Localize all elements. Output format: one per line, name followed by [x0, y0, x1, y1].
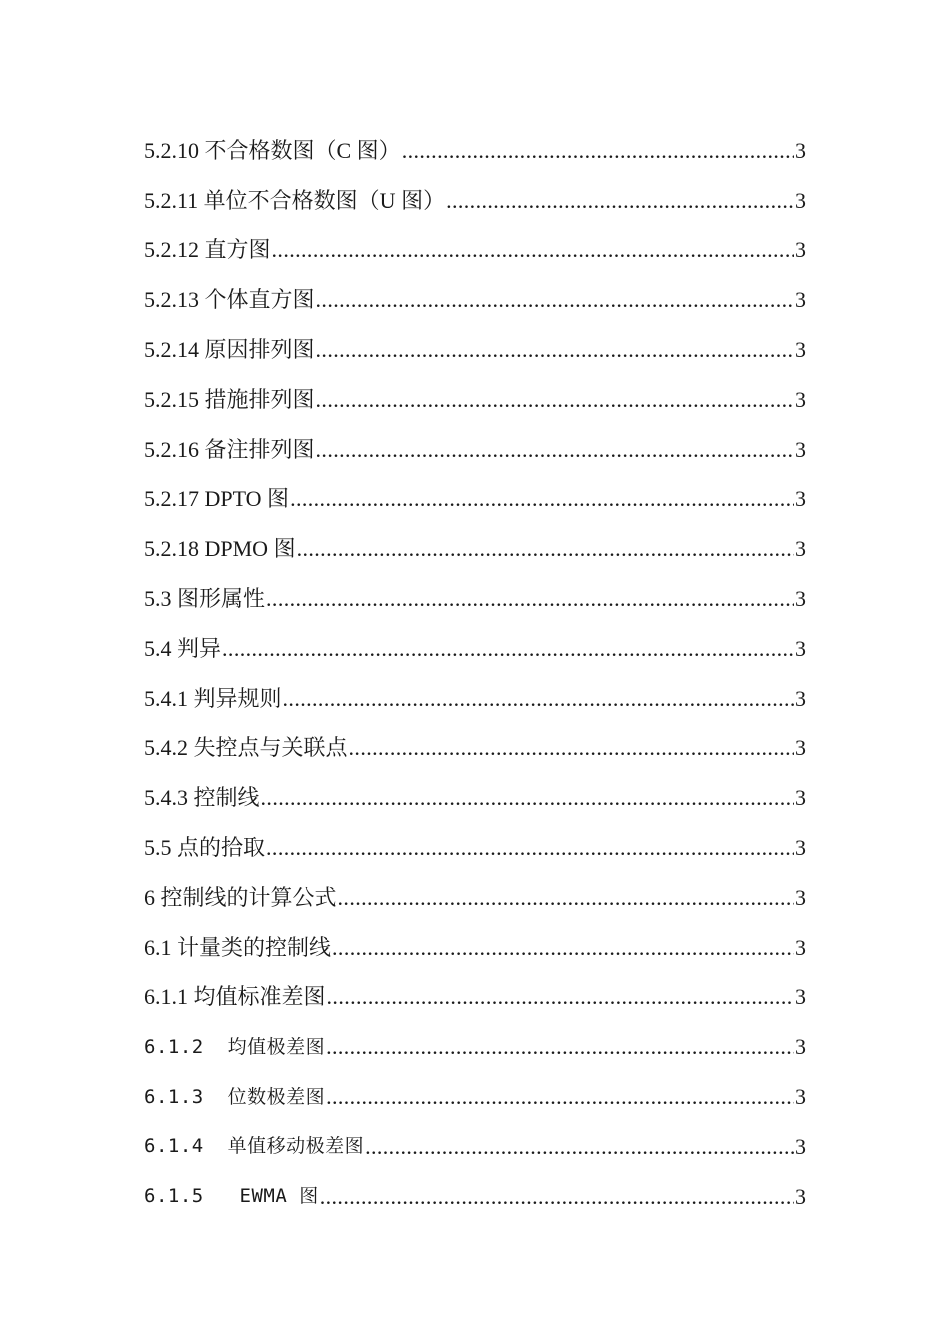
toc-dot-leader	[290, 488, 794, 510]
toc-page-number: 3	[795, 884, 806, 910]
toc-page-number: 3	[795, 237, 806, 263]
toc-dot-leader	[316, 339, 794, 361]
toc-dot-leader	[297, 538, 794, 560]
toc-entry-label: 5.2.15 措施排列图	[144, 386, 315, 412]
toc-page-number: 3	[795, 934, 806, 960]
toc-entry-label: 5.2.10 不合格数图（C 图）	[144, 137, 401, 163]
toc-entry-5-2-13[interactable]	[144, 275, 806, 325]
toc-entry-label: 6.1 计量类的控制线	[144, 934, 332, 960]
toc-entry-5-2-15[interactable]	[144, 375, 806, 425]
table-of-contents	[144, 126, 806, 1222]
toc-entry-label: 5.2.14 原因排列图	[144, 337, 315, 363]
toc-page-number: 3	[795, 1183, 806, 1209]
toc-dot-leader	[446, 190, 794, 212]
toc-entry-5-2-18[interactable]	[144, 524, 806, 574]
toc-entry-5-4-3[interactable]	[144, 773, 806, 823]
toc-dot-leader	[402, 140, 794, 162]
toc-entry-label: 5.2.17 DPTO 图	[144, 486, 290, 512]
toc-entry-label: 5.4 判异	[144, 635, 222, 661]
toc-page-number: 3	[795, 635, 806, 661]
toc-entry-label: 5.2.11 单位不合格数图（U 图）	[144, 187, 446, 213]
toc-dot-leader	[332, 937, 794, 959]
toc-dot-leader	[316, 289, 794, 311]
toc-dot-leader	[266, 837, 794, 859]
toc-page-number: 3	[795, 735, 806, 761]
toc-entry-label: 6.1.4 单值移动极差图	[144, 1135, 365, 1158]
toc-dot-leader	[365, 1136, 794, 1158]
toc-entry-5-4-2[interactable]	[144, 724, 806, 774]
toc-page-number: 3	[795, 1034, 806, 1060]
toc-entry-5-2-14[interactable]	[144, 325, 806, 375]
toc-dot-leader	[316, 439, 794, 461]
toc-dot-leader	[261, 787, 794, 809]
toc-entry-5-2-10[interactable]	[144, 126, 806, 176]
toc-entry-5-2-16[interactable]	[144, 425, 806, 475]
toc-entry-label: 5.2.18 DPMO 图	[144, 536, 296, 562]
toc-entry-5-2-17[interactable]	[144, 475, 806, 525]
toc-dot-leader	[327, 986, 794, 1008]
toc-dot-leader	[320, 1186, 794, 1208]
toc-page-number: 3	[795, 984, 806, 1010]
toc-page-number: 3	[795, 337, 806, 363]
toc-dot-leader	[272, 239, 794, 261]
toc-entry-label: 5.2.12 直方图	[144, 237, 271, 263]
toc-page-number: 3	[795, 835, 806, 861]
toc-entry-5-5[interactable]	[144, 823, 806, 873]
toc-entry-label: 5.4.3 控制线	[144, 785, 260, 811]
toc-entry-label: 6.1.5 EWMA 图	[144, 1185, 319, 1208]
toc-entry-label: 6 控制线的计算公式	[144, 884, 337, 910]
toc-page-number: 3	[795, 137, 806, 163]
toc-page-number: 3	[795, 1133, 806, 1159]
toc-entry-6[interactable]	[144, 873, 806, 923]
toc-page-number: 3	[795, 436, 806, 462]
toc-entry-label: 5.2.16 备注排列图	[144, 436, 315, 462]
toc-dot-leader	[326, 1086, 794, 1108]
toc-entry-6-1-5[interactable]	[144, 1172, 806, 1222]
toc-entry-5-2-12[interactable]	[144, 226, 806, 276]
toc-entry-6-1-1[interactable]	[144, 973, 806, 1023]
toc-page-number: 3	[795, 187, 806, 213]
toc-entry-6-1-2[interactable]	[144, 1022, 806, 1072]
toc-page-number: 3	[795, 287, 806, 313]
toc-page-number: 3	[795, 785, 806, 811]
toc-dot-leader	[316, 389, 794, 411]
toc-entry-5-2-11[interactable]	[144, 176, 806, 226]
toc-dot-leader	[349, 737, 794, 759]
toc-entry-label: 5.4.1 判异规则	[144, 685, 282, 711]
toc-entry-5-4[interactable]	[144, 624, 806, 674]
toc-dot-leader	[338, 887, 794, 909]
toc-entry-5-4-1[interactable]	[144, 674, 806, 724]
toc-entry-label: 6.1.1 均值标准差图	[144, 984, 326, 1010]
toc-entry-6-1-4[interactable]	[144, 1122, 806, 1172]
toc-entry-5-3[interactable]	[144, 574, 806, 624]
toc-page-number: 3	[795, 586, 806, 612]
toc-entry-6-1[interactable]	[144, 923, 806, 973]
toc-dot-leader	[283, 688, 794, 710]
toc-page-number: 3	[795, 486, 806, 512]
toc-entry-label: 6.1.2 均值极差图	[144, 1035, 326, 1058]
toc-page-number: 3	[795, 685, 806, 711]
toc-dot-leader	[326, 1036, 794, 1058]
toc-page-number: 3	[795, 386, 806, 412]
toc-entry-label: 5.3 图形属性	[144, 586, 266, 612]
toc-entry-label: 6.1.3 位数极差图	[144, 1085, 326, 1108]
toc-entry-6-1-3[interactable]	[144, 1072, 806, 1122]
toc-page-number: 3	[795, 536, 806, 562]
toc-dot-leader	[222, 638, 794, 660]
toc-entry-label: 5.5 点的拾取	[144, 835, 266, 861]
toc-page-number: 3	[795, 1084, 806, 1110]
toc-dot-leader	[266, 588, 794, 610]
toc-entry-label: 5.2.13 个体直方图	[144, 287, 315, 313]
toc-entry-label: 5.4.2 失控点与关联点	[144, 735, 348, 761]
